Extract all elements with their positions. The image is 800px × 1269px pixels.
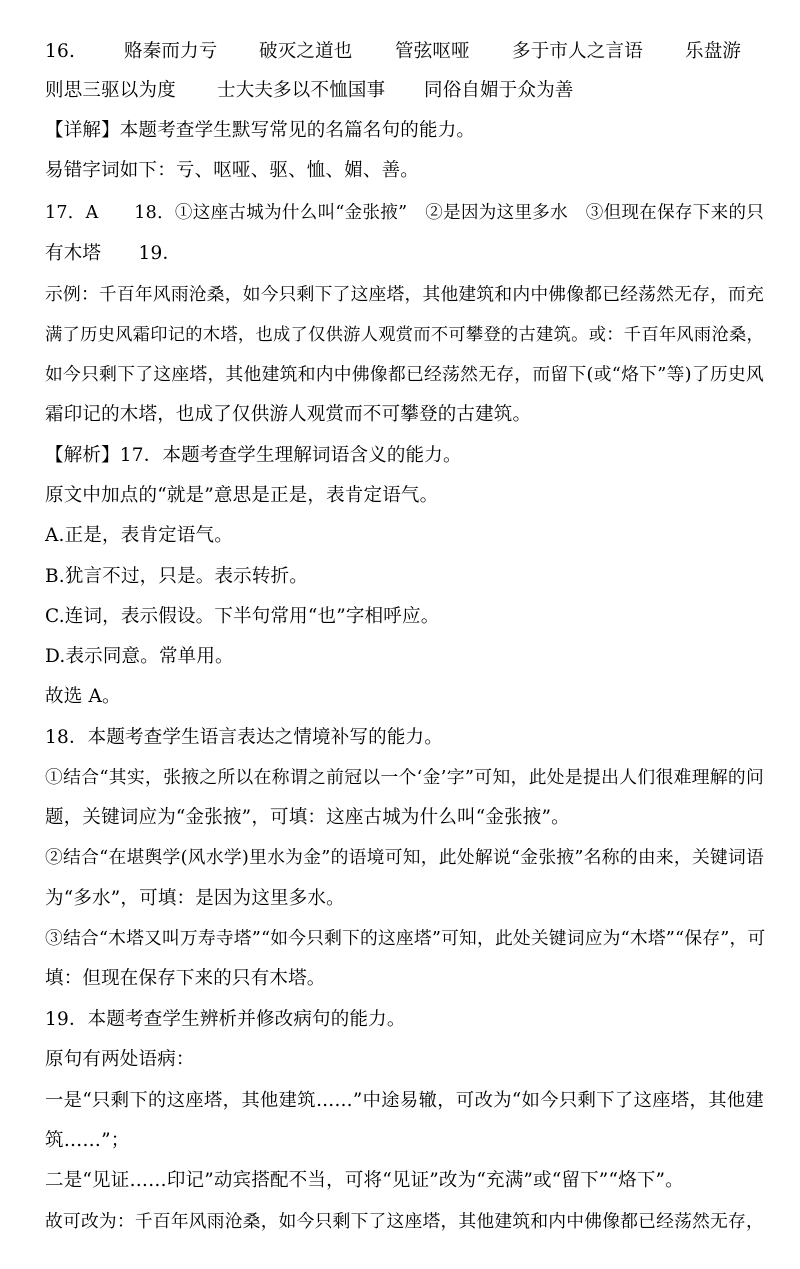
q19-analysis-line: 二是“见证……印记”动宾搭配不当，可将“见证”改为“充满”或“留下”“烙下”。 xyxy=(45,1170,684,1191)
answers-line-2: 有木塔 19． xyxy=(45,243,182,264)
q18-analysis-line: ①结合“其实，张掖之所以在称谓之前冠以一个‘金’字”可知，此处是提出人们很难理解的问 xyxy=(45,768,764,788)
q18-analysis-line: ③结合“木塔又叫万寿寺塔”“如今只剩下的这座塔”可知，此处关键词应为“木塔”“保存”，可 xyxy=(45,929,766,949)
q16-answer-7: 士大夫多以不恤国事 xyxy=(217,80,386,101)
q16-answer-2: 破灭之道也 xyxy=(259,41,353,62)
q16-answer-8: 同俗自媚于众为善 xyxy=(424,80,574,101)
q16-answer-5: 乐盘游 xyxy=(685,41,742,62)
q16-answer-4: 多于市人之言语 xyxy=(512,41,643,62)
q17-option-b: B.犹言不过，只是。表示转折。 xyxy=(45,566,308,587)
q19-example-line: 如今只剩下了这座塔，其他建筑和内中佛像都已经荡然无存，而留下(或“烙下”等)了历史风 xyxy=(45,365,764,385)
q19-analysis-heading: 19．本题考查学生辨析并修改病句的能力。 xyxy=(45,1009,406,1030)
q19-analysis-line: 一是“只剩下的这座塔，其他建筑……”中途易辙，可改为“如今只剩下了这座塔，其他建 xyxy=(45,1090,764,1111)
q16-answer-3: 管弦呕哑 xyxy=(395,41,470,62)
q19-example-line: 满了历史风霜印记的木塔，也成了仅供游人观赏而不可攀登的古建筑。或：千百年风雨沧桑， xyxy=(45,325,764,345)
q18-analysis-line: 填：但现在保存下来的只有木塔。 xyxy=(45,968,326,989)
q18-analysis-line: 题，关键词应为“金张掖”，可填：这座古城为什么叫“金张掖”。 xyxy=(45,807,570,828)
q16-error-prone-words: 易错字词如下：亏、呕哑、驱、恤、媚、善。 xyxy=(45,160,420,181)
q17-option-d: D.表示同意。常单用。 xyxy=(45,646,234,667)
q16-number: 16. xyxy=(45,41,76,62)
q16-detail-heading: 【详解】本题考查学生默写常见的名篇名句的能力。 xyxy=(45,120,476,141)
q16-answer-6: 则思三驱以为度 xyxy=(45,80,176,101)
answers-line-1: 17．A 18．①这座古城为什么叫“金张掖” ②是因为这里多水 ③但现在保存下来的只 xyxy=(45,203,764,223)
q16-answer-1: 赂秦而力亏 xyxy=(124,41,218,62)
q19-example-line: 示例：千百年风雨沧桑，如今只剩下了这座塔，其他建筑和内中佛像都已经荡然无存，而充 xyxy=(45,285,764,305)
q17-option-a: A.正是，表肯定语气。 xyxy=(45,525,233,546)
q18-analysis-line: ②结合“在堪舆学(风水学)里水为金”的语境可知，此处解说“金张掖”名称的由来，关键词语 xyxy=(45,848,764,868)
q19-analysis-line: 筑……”； xyxy=(45,1130,130,1151)
q19-example-line: 霜印记的木塔，也成了仅供游人观赏而不可攀登的古建筑。 xyxy=(45,404,532,425)
q17-conclusion: 故选 A。 xyxy=(45,686,121,707)
q19-analysis-line: 故可改为：千百年风雨沧桑，如今只剩下了这座塔，其他建筑和内中佛像都已经荡然无存， xyxy=(45,1212,764,1232)
q18-analysis-heading: 18．本题考查学生语言表达之情境补写的能力。 xyxy=(45,727,443,748)
q19-analysis-line: 原句有两处语病： xyxy=(45,1049,195,1070)
q18-analysis-line: 为“多水”，可填：是因为这里多水。 xyxy=(45,888,345,909)
q17-analysis-heading: 【解析】17．本题考查学生理解词语含义的能力。 xyxy=(45,445,462,466)
q17-analysis-line: 原文中加点的“就是”意思是正是，表肯定语气。 xyxy=(45,485,439,506)
q17-option-c: C.连词，表示假设。下半句常用“也”字相呼应。 xyxy=(45,606,440,627)
